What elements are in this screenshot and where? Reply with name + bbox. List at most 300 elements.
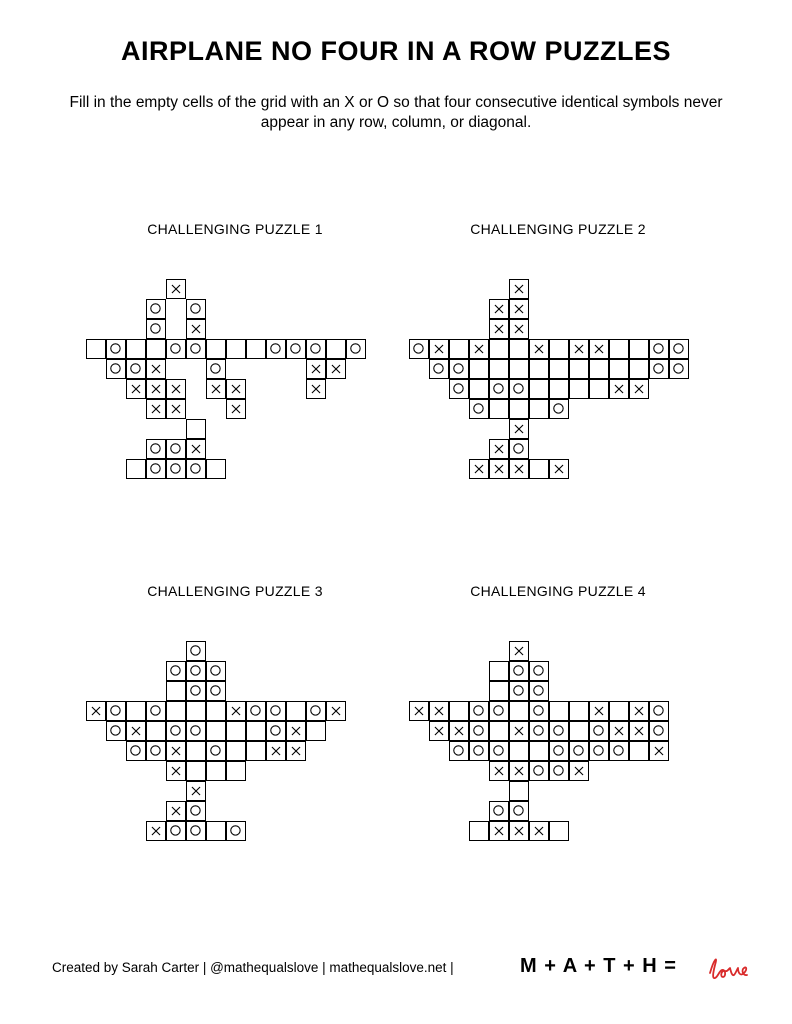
empty-cell[interactable] [509, 781, 529, 801]
x-cell [286, 721, 306, 741]
x-cell [186, 439, 206, 459]
o-cell [186, 299, 206, 319]
o-cell [106, 701, 126, 721]
o-mark-icon [530, 682, 548, 700]
o-mark-icon [530, 722, 548, 740]
o-mark-icon [510, 440, 528, 458]
o-mark-icon [147, 702, 165, 720]
o-cell [146, 459, 166, 479]
x-cell [226, 379, 246, 399]
o-cell [186, 339, 206, 359]
o-cell [146, 439, 166, 459]
o-cell [509, 801, 529, 821]
x-mark-icon [510, 320, 528, 338]
o-cell [166, 439, 186, 459]
x-cell [146, 821, 166, 841]
o-cell [529, 701, 549, 721]
o-cell [489, 379, 509, 399]
x-cell [206, 379, 226, 399]
x-mark-icon [167, 400, 185, 418]
x-mark-icon [227, 400, 245, 418]
o-mark-icon [490, 702, 508, 720]
x-cell [509, 761, 529, 781]
x-cell [166, 801, 186, 821]
empty-cell[interactable] [246, 721, 266, 741]
x-cell [429, 721, 449, 741]
empty-cell[interactable] [489, 399, 509, 419]
x-cell [649, 741, 669, 761]
o-mark-icon [107, 702, 125, 720]
o-mark-icon [650, 360, 668, 378]
o-cell [186, 641, 206, 661]
o-cell [126, 741, 146, 761]
math-brand: M + A + T + H = [520, 955, 677, 977]
x-mark-icon [630, 702, 648, 720]
o-cell [186, 681, 206, 701]
x-mark-icon [510, 300, 528, 318]
o-cell [306, 701, 326, 721]
o-mark-icon [167, 662, 185, 680]
empty-cell[interactable] [509, 701, 529, 721]
o-mark-icon [247, 702, 265, 720]
empty-cell[interactable] [449, 339, 469, 359]
empty-cell[interactable] [246, 741, 266, 761]
x-cell [186, 781, 206, 801]
empty-cell[interactable] [529, 399, 549, 419]
empty-cell[interactable] [469, 821, 489, 841]
x-cell [226, 399, 246, 419]
o-cell [186, 661, 206, 681]
x-cell [529, 339, 549, 359]
o-mark-icon [147, 320, 165, 338]
o-cell [469, 721, 489, 741]
empty-cell[interactable] [589, 359, 609, 379]
o-cell [649, 721, 669, 741]
o-mark-icon [510, 802, 528, 820]
o-mark-icon [267, 340, 285, 358]
x-mark-icon [650, 742, 668, 760]
o-mark-icon [410, 340, 428, 358]
empty-cell[interactable] [206, 701, 226, 721]
o-mark-icon [167, 340, 185, 358]
empty-cell[interactable] [529, 741, 549, 761]
o-cell [549, 741, 569, 761]
x-cell [489, 299, 509, 319]
o-mark-icon [510, 682, 528, 700]
x-cell [469, 339, 489, 359]
empty-cell[interactable] [489, 721, 509, 741]
empty-cell[interactable] [226, 339, 246, 359]
x-cell [469, 459, 489, 479]
empty-cell[interactable] [629, 339, 649, 359]
o-mark-icon [147, 300, 165, 318]
o-mark-icon [490, 802, 508, 820]
x-cell [409, 701, 429, 721]
o-cell [166, 721, 186, 741]
footer-credit: Created by Sarah Carter | @mathequalslove | mathequalslove.net | [52, 960, 454, 975]
x-mark-icon [187, 782, 205, 800]
x-cell [569, 761, 589, 781]
x-cell [509, 299, 529, 319]
o-cell [186, 459, 206, 479]
empty-cell[interactable] [629, 741, 649, 761]
x-cell [629, 721, 649, 741]
empty-cell[interactable] [569, 379, 589, 399]
o-mark-icon [187, 822, 205, 840]
empty-cell[interactable] [166, 681, 186, 701]
empty-cell[interactable] [306, 721, 326, 741]
x-mark-icon [470, 340, 488, 358]
o-cell [126, 359, 146, 379]
x-mark-icon [410, 702, 428, 720]
o-mark-icon [570, 742, 588, 760]
o-mark-icon [147, 460, 165, 478]
o-cell [589, 721, 609, 741]
empty-cell[interactable] [226, 741, 246, 761]
x-mark-icon [590, 340, 608, 358]
empty-cell[interactable] [609, 339, 629, 359]
o-mark-icon [187, 340, 205, 358]
x-cell [286, 741, 306, 761]
empty-cell[interactable] [549, 379, 569, 399]
empty-cell[interactable] [206, 459, 226, 479]
x-mark-icon [450, 722, 468, 740]
x-mark-icon [167, 802, 185, 820]
o-cell [166, 661, 186, 681]
o-mark-icon [267, 702, 285, 720]
empty-cell[interactable] [286, 701, 306, 721]
page-title: AIRPLANE NO FOUR IN A ROW PUZZLES [121, 36, 671, 66]
o-cell [246, 701, 266, 721]
o-cell [106, 359, 126, 379]
x-mark-icon [610, 380, 628, 398]
o-cell [549, 761, 569, 781]
x-mark-icon [287, 742, 305, 760]
empty-cell[interactable] [246, 339, 266, 359]
empty-cell[interactable] [206, 821, 226, 841]
empty-cell[interactable] [509, 359, 529, 379]
o-mark-icon [610, 742, 628, 760]
o-mark-icon [550, 742, 568, 760]
o-mark-icon [470, 722, 488, 740]
x-cell [146, 399, 166, 419]
o-mark-icon [147, 440, 165, 458]
o-cell [649, 339, 669, 359]
empty-cell[interactable] [549, 821, 569, 841]
x-cell [509, 459, 529, 479]
empty-cell[interactable] [126, 459, 146, 479]
o-mark-icon [187, 662, 205, 680]
o-cell [489, 701, 509, 721]
puzzle-title-1: CHALLENGING PUZZLE 1 [147, 221, 323, 237]
x-mark-icon [287, 722, 305, 740]
empty-cell[interactable] [206, 721, 226, 741]
empty-cell[interactable] [529, 459, 549, 479]
o-mark-icon [450, 360, 468, 378]
o-cell [186, 801, 206, 821]
o-mark-icon [530, 702, 548, 720]
x-cell [489, 821, 509, 841]
o-mark-icon [127, 742, 145, 760]
empty-cell[interactable] [146, 339, 166, 359]
o-mark-icon [590, 722, 608, 740]
x-cell [429, 701, 449, 721]
empty-cell[interactable] [569, 359, 589, 379]
o-mark-icon [470, 702, 488, 720]
o-cell [106, 339, 126, 359]
puzzle-title-3: CHALLENGING PUZZLE 3 [147, 583, 323, 599]
x-mark-icon [167, 762, 185, 780]
empty-cell[interactable] [469, 379, 489, 399]
o-mark-icon [510, 662, 528, 680]
empty-cell[interactable] [186, 701, 206, 721]
x-cell [509, 821, 529, 841]
x-mark-icon [610, 722, 628, 740]
empty-cell[interactable] [609, 359, 629, 379]
o-cell [166, 821, 186, 841]
o-cell [549, 399, 569, 419]
empty-cell[interactable] [569, 721, 589, 741]
empty-cell[interactable] [549, 359, 569, 379]
o-mark-icon [510, 380, 528, 398]
o-cell [529, 681, 549, 701]
o-mark-icon [167, 460, 185, 478]
puzzle-title-4: CHALLENGING PUZZLE 4 [470, 583, 646, 599]
o-mark-icon [670, 340, 688, 358]
o-mark-icon [147, 742, 165, 760]
o-mark-icon [107, 360, 125, 378]
x-mark-icon [470, 460, 488, 478]
o-cell [529, 761, 549, 781]
empty-cell[interactable] [469, 359, 489, 379]
x-mark-icon [147, 400, 165, 418]
o-cell [449, 379, 469, 399]
empty-cell[interactable] [186, 761, 206, 781]
empty-cell[interactable] [609, 701, 629, 721]
x-cell [489, 459, 509, 479]
o-mark-icon [207, 360, 225, 378]
empty-cell[interactable] [509, 399, 529, 419]
o-mark-icon [490, 380, 508, 398]
x-mark-icon [510, 642, 528, 660]
o-mark-icon [470, 742, 488, 760]
o-mark-icon [530, 662, 548, 680]
empty-cell[interactable] [529, 379, 549, 399]
x-mark-icon [570, 762, 588, 780]
x-cell [326, 359, 346, 379]
empty-cell[interactable] [449, 701, 469, 721]
x-cell [326, 701, 346, 721]
o-cell [186, 821, 206, 841]
o-cell [509, 439, 529, 459]
x-cell [509, 641, 529, 661]
footer [52, 957, 752, 981]
o-cell [146, 319, 166, 339]
empty-cell[interactable] [206, 761, 226, 781]
o-mark-icon [550, 400, 568, 418]
x-cell [186, 319, 206, 339]
x-cell [489, 439, 509, 459]
o-mark-icon [450, 742, 468, 760]
x-cell [306, 379, 326, 399]
o-cell [226, 821, 246, 841]
o-cell [166, 459, 186, 479]
empty-cell[interactable] [186, 741, 206, 761]
o-mark-icon [207, 682, 225, 700]
o-mark-icon [167, 822, 185, 840]
x-cell [509, 419, 529, 439]
o-cell [206, 681, 226, 701]
o-cell [469, 399, 489, 419]
x-cell [609, 721, 629, 741]
x-cell [166, 279, 186, 299]
x-mark-icon [327, 702, 345, 720]
o-cell [569, 741, 589, 761]
o-cell [449, 359, 469, 379]
x-mark-icon [510, 460, 528, 478]
o-mark-icon [530, 762, 548, 780]
empty-cell[interactable] [549, 701, 569, 721]
x-cell [489, 761, 509, 781]
o-mark-icon [650, 722, 668, 740]
o-mark-icon [590, 742, 608, 760]
o-cell [346, 339, 366, 359]
o-cell [509, 379, 529, 399]
empty-cell[interactable] [629, 359, 649, 379]
x-cell [589, 339, 609, 359]
x-mark-icon [167, 742, 185, 760]
empty-cell[interactable] [529, 359, 549, 379]
o-cell [286, 339, 306, 359]
instructions: Fill in the empty cells of the grid with an X or O so that four consecutive identical symbols never appear in any row, column, or diagonal. [69, 94, 723, 131]
empty-cell[interactable] [549, 339, 569, 359]
x-cell [226, 701, 246, 721]
o-cell [146, 299, 166, 319]
x-cell [166, 741, 186, 761]
puzzle-title-2: CHALLENGING PUZZLE 2 [470, 221, 646, 237]
o-cell [489, 801, 509, 821]
empty-cell[interactable] [326, 339, 346, 359]
x-mark-icon [490, 822, 508, 840]
o-mark-icon [187, 802, 205, 820]
o-mark-icon [670, 360, 688, 378]
o-cell [669, 359, 689, 379]
o-cell [266, 721, 286, 741]
x-mark-icon [550, 460, 568, 478]
x-mark-icon [430, 340, 448, 358]
empty-cell[interactable] [126, 339, 146, 359]
o-cell [509, 661, 529, 681]
o-cell [206, 741, 226, 761]
o-cell [166, 339, 186, 359]
x-cell [146, 379, 166, 399]
x-mark-icon [510, 822, 528, 840]
o-mark-icon [287, 340, 305, 358]
x-mark-icon [570, 340, 588, 358]
x-cell [266, 741, 286, 761]
x-mark-icon [267, 742, 285, 760]
o-cell [589, 741, 609, 761]
empty-cell[interactable] [126, 701, 146, 721]
x-mark-icon [327, 360, 345, 378]
x-cell [126, 721, 146, 741]
o-cell [609, 741, 629, 761]
empty-cell[interactable] [489, 339, 509, 359]
x-cell [629, 379, 649, 399]
empty-cell[interactable] [86, 339, 106, 359]
empty-cell[interactable] [206, 339, 226, 359]
empty-cell[interactable] [509, 741, 529, 761]
o-mark-icon [550, 722, 568, 740]
empty-cell[interactable] [146, 721, 166, 741]
empty-cell[interactable] [226, 721, 246, 741]
o-cell [449, 741, 469, 761]
o-cell [469, 741, 489, 761]
empty-cell[interactable] [166, 701, 186, 721]
o-mark-icon [187, 682, 205, 700]
o-mark-icon [650, 702, 668, 720]
empty-cell[interactable] [489, 661, 509, 681]
x-mark-icon [227, 380, 245, 398]
empty-cell[interactable] [489, 359, 509, 379]
o-mark-icon [450, 380, 468, 398]
x-mark-icon [510, 420, 528, 438]
o-cell [669, 339, 689, 359]
x-mark-icon [490, 460, 508, 478]
love-logo [706, 951, 752, 985]
empty-cell[interactable] [569, 701, 589, 721]
o-cell [649, 701, 669, 721]
o-cell [489, 741, 509, 761]
x-mark-icon [147, 822, 165, 840]
x-mark-icon [147, 360, 165, 378]
x-mark-icon [530, 822, 548, 840]
o-mark-icon [470, 400, 488, 418]
x-cell [166, 399, 186, 419]
o-cell [529, 661, 549, 681]
empty-cell[interactable] [186, 419, 206, 439]
empty-cell[interactable] [226, 761, 246, 781]
x-mark-icon [490, 762, 508, 780]
x-cell [629, 701, 649, 721]
x-mark-icon [510, 722, 528, 740]
o-mark-icon [550, 762, 568, 780]
x-cell [489, 319, 509, 339]
o-mark-icon [187, 460, 205, 478]
x-mark-icon [430, 722, 448, 740]
x-mark-icon [490, 300, 508, 318]
o-cell [146, 701, 166, 721]
empty-cell[interactable] [509, 339, 529, 359]
o-mark-icon [187, 642, 205, 660]
o-mark-icon [650, 340, 668, 358]
x-mark-icon [167, 280, 185, 298]
x-mark-icon [187, 320, 205, 338]
o-mark-icon [347, 340, 365, 358]
empty-cell[interactable] [489, 681, 509, 701]
o-mark-icon [207, 742, 225, 760]
o-mark-icon [107, 722, 125, 740]
empty-cell[interactable] [589, 379, 609, 399]
o-cell [509, 681, 529, 701]
o-mark-icon [490, 742, 508, 760]
o-mark-icon [430, 360, 448, 378]
o-mark-icon [187, 300, 205, 318]
o-mark-icon [307, 340, 325, 358]
x-mark-icon [430, 702, 448, 720]
x-mark-icon [227, 702, 245, 720]
o-cell [186, 721, 206, 741]
